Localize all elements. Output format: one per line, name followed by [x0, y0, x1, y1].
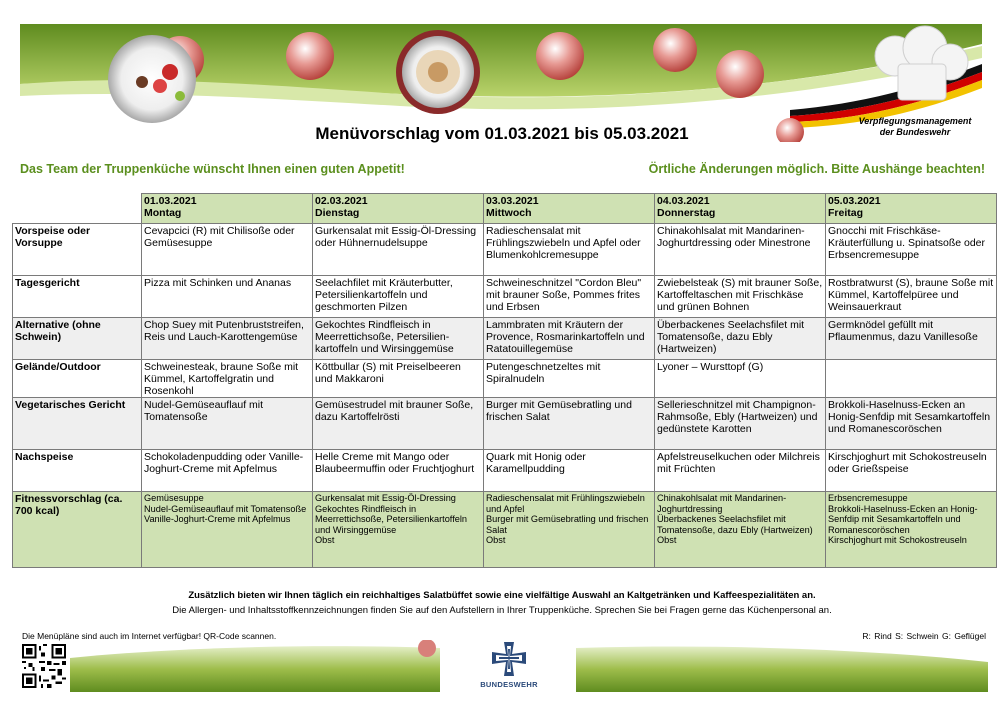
meal-cell: Chinakohlsalat mit Mandarinen-Joghurtdressing oder Minestrone: [655, 224, 826, 276]
meal-cell: Burger mit Gemüsebratling und frischen Salat: [484, 398, 655, 450]
row-vorspeise: [13, 224, 997, 276]
fitness-item: Brokkoli-Haselnuss-Ecken an Honig-Senfdip mit Sesamkartoffeln und Romanescoröschen: [828, 503, 978, 535]
bundeswehr-cross-icon: [490, 640, 528, 678]
meal-cell: Lammbraten mit Kräutern der Provence, Rosmarinkartoffeln und Ratatouillegemüse: [484, 318, 655, 360]
row-category: Tagesgericht: [13, 276, 142, 318]
row-tagesgericht: [13, 276, 997, 318]
fitness-item: Nudel-Gemüseauflauf mit Tomatensoße: [144, 503, 307, 514]
meal-cell: Schweinesteak, braune Soße mit Kümmel, Kartoffelgratin und Rosenkohl: [142, 360, 313, 398]
day-date: 02.03.2021: [315, 195, 368, 207]
greeting-left: Das Team der Truppenküche wünscht Ihnen einen guten Appetit!: [20, 162, 405, 176]
meal-cell: Überbackenes Seelachsfilet mit Tomatensoße, dazu Ebly (Hartweizen): [655, 318, 826, 360]
org-name-line2: der Bundeswehr: [879, 127, 951, 137]
row-alternative: [13, 318, 997, 360]
day-header: [484, 194, 655, 224]
qr-code-icon[interactable]: [22, 644, 66, 688]
meal-cell: [826, 360, 997, 398]
row-category: Gelände/Outdoor: [13, 360, 142, 398]
day-header: [826, 194, 997, 224]
row-category: Nachspeise: [13, 450, 142, 492]
footer-buffet-text: Zusätzlich bieten wir Ihnen täglich ein reichhaltiges Salatbüffet sowie eine vielfältige Auswahl an Kaltgetränken und Kaffeespezialitäten an.: [188, 590, 816, 601]
meal-cell: Kirschjoghurt mit Schokostreuseln oder Grießspeise: [826, 450, 997, 492]
meal-cell: Chop Suey mit Putenbruststreifen, Reis und Lauch-Karottengemüse: [142, 318, 313, 360]
row-nachspeise: [13, 450, 997, 492]
meal-cell: Helle Creme mit Mango oder Blaubeermuffin oder Fruchtjoghurt: [313, 450, 484, 492]
fitness-item: Radieschensalat mit Frühlingszwiebeln und Apfel: [486, 493, 645, 514]
meal-cell: Nudel-Gemüseauflauf mit Tomatensoße: [142, 398, 313, 450]
day-name: Dienstag: [315, 207, 360, 219]
day-date: 03.03.2021: [486, 195, 539, 207]
day-name: Donnerstag: [657, 207, 716, 219]
row-category: Vorspeise oder Vorsuppe: [13, 224, 142, 276]
meal-cell: Zwiebelsteak (S) mit brauner Soße, Kartoffeltaschen mit Frischkäse und grünen Bohnen: [655, 276, 826, 318]
meal-cell: Gemüsestrudel mit brauner Soße, dazu Kartoffelrösti: [313, 398, 484, 450]
fitness-item: Gemüsesuppe: [144, 493, 204, 503]
meal-cell: Pizza mit Schinken und Ananas: [142, 276, 313, 318]
meal-cell: Putengeschnetzeltes mit Spiralnudeln: [484, 360, 655, 398]
fitness-cell: [655, 492, 826, 568]
day-header: [313, 194, 484, 224]
fitness-item: Obst: [315, 535, 335, 546]
row-gelaende: [13, 360, 997, 398]
fitness-item: Kirschjoghurt mit Schokostreuseln: [828, 535, 967, 546]
meal-cell: Cevapcici (R) mit Chilisoße oder Gemüsesuppe: [142, 224, 313, 276]
page-title: Menüvorschlag vom 01.03.2021 bis 05.03.2021: [315, 124, 689, 143]
menu-table: [12, 193, 997, 568]
greeting-right: Örtliche Änderungen möglich. Bitte Aushänge beachten!: [648, 162, 985, 176]
row-category: Vegetarisches Gericht: [13, 398, 142, 450]
fitness-cell: [142, 492, 313, 568]
day-date: 04.03.2021: [657, 195, 710, 207]
meal-cell: Sellerieschnitzel mit Champignon-Rahmsoße, Ebly (Hartweizen) und gedünstete Karotten: [655, 398, 826, 450]
fitness-item: Obst: [657, 535, 677, 546]
fitness-item: Burger mit Gemüsebratling und frischen Salat: [486, 514, 649, 535]
day-header: [655, 194, 826, 224]
row-vegetarisch: [13, 398, 997, 450]
fitness-cell: [484, 492, 655, 568]
meal-cell: Gnocchi mit Frischkäse-Kräuterfüllung u. Spinatsoße oder Erbsencremesuppe: [826, 224, 997, 276]
meal-cell: Schokoladenpudding oder Vanille-Joghurt-Creme mit Apfelmus: [142, 450, 313, 492]
row-category: Alternative (ohne Schwein): [13, 318, 142, 360]
meal-cell: Gekochtes Rindfleisch in Meerrettichsoße, Petersilien-kartoffeln und Wirsinggemüse: [313, 318, 484, 360]
bundeswehr-label: BUNDESWEHR: [480, 680, 538, 689]
footer-allergen-text: Die Allergen- und Inhaltsstoffkennzeichnungen finden Sie auf den Aufstellern in Ihrer Truppenküche. Sprechen Sie bei Fragen gerne das Küchenpersonal an.: [172, 605, 832, 616]
meal-cell: Quark mit Honig oder Karamellpudding: [484, 450, 655, 492]
fitness-item: Gurkensalat mit Essig-Öl-Dressing: [315, 493, 456, 503]
meal-cell: Brokkoli-Haselnuss-Ecken an Honig-Senfdip mit Sesamkartoffeln und Romanescoröschen: [826, 398, 997, 450]
fitness-cell: [313, 492, 484, 568]
meal-cell: Apfelstreuselkuchen oder Milchreis mit Früchten: [655, 450, 826, 492]
row-fitness: [13, 492, 997, 568]
fitness-item: Obst: [486, 535, 506, 546]
qr-note: Die Menüpläne sind auch im Internet verfügbar! QR-Code scannen.: [22, 631, 277, 641]
day-header-row: [13, 194, 997, 224]
day-name: Freitag: [828, 207, 864, 219]
meat-legend: R: Rind S: Schwein G: Geflügel: [862, 631, 986, 641]
meal-cell: Gurkensalat mit Essig-Öl-Dressing oder Hühnernudelsuppe: [313, 224, 484, 276]
meal-cell: Rostbratwurst (S), braune Soße mit Kümmel, Kartoffelpüree und Weinsauerkraut: [826, 276, 997, 318]
day-name: Mittwoch: [486, 207, 532, 219]
footer-swoosh-right: [576, 640, 988, 692]
footer-swoosh-left: [70, 640, 440, 692]
fitness-cell: [826, 492, 997, 568]
fitness-item: Gekochtes Rindfleisch in Meerrettichsoße, Petersilienkartoffeln und Wirsinggemüse: [315, 503, 468, 535]
org-name-line1: Verpflegungsmanagement: [858, 116, 972, 126]
fitness-item: Erbsencremesuppe: [828, 493, 908, 503]
corner-cell: [13, 194, 142, 224]
fitness-item: Vanille-Joghurt-Creme mit Apfelmus: [144, 514, 291, 525]
day-name: Montag: [144, 207, 182, 219]
fitness-item: Überbackenes Seelachsfilet mit Tomatensoße, dazu Ebly (Hartweizen): [657, 514, 813, 535]
meal-cell: Radieschensalat mit Frühlingszwiebeln und Apfel oder Blumenkohlcremesuppe: [484, 224, 655, 276]
meal-cell: Schweineschnitzel "Cordon Bleu" mit brauner Soße, Pommes frites und Erbsen: [484, 276, 655, 318]
row-category: Fitnessvorschlag (ca. 700 kcal): [13, 492, 142, 568]
meal-cell: Köttbullar (S) mit Preiselbeeren und Makkaroni: [313, 360, 484, 398]
day-date: 05.03.2021: [828, 195, 881, 207]
day-header: [142, 194, 313, 224]
meal-cell: Lyoner – Wursttopf (G): [655, 360, 826, 398]
meal-cell: Germknödel gefüllt mit Pflaumenmus, dazu Vanillesoße: [826, 318, 997, 360]
fitness-item: Chinakohlsalat mit Mandarinen-Joghurtdressing: [657, 493, 787, 514]
day-date: 01.03.2021: [144, 195, 197, 207]
meal-cell: Seelachfilet mit Kräuterbutter, Petersilienkartoffeln und geschmorten Pilzen: [313, 276, 484, 318]
